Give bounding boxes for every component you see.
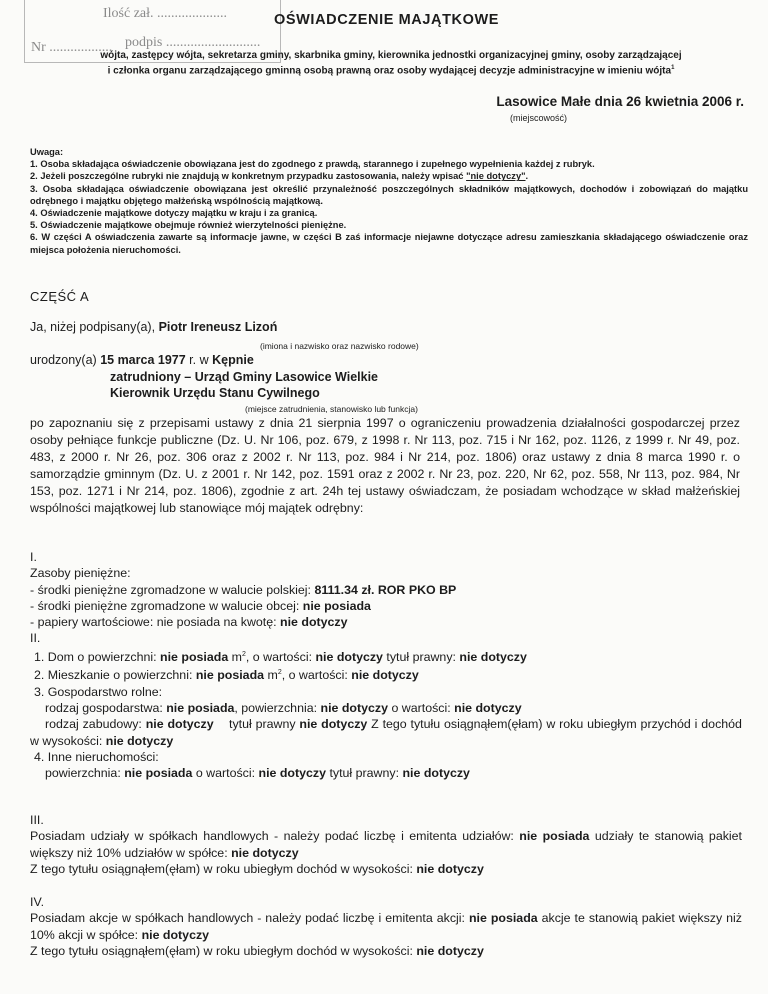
- shares-row: Posiadam udziały w spółkach handlowych - należy podać liczbę i emitenta udziałów: nie posiada udziały te stanowią pakiet większy niż 10% udziałów w spółce: nie dotyczy: [30, 829, 742, 860]
- notes-heading: Uwaga:: [30, 147, 64, 157]
- note-5: 5. Oświadczenie majątkowe obejmuje również wierzytelności pieniężne.: [30, 220, 347, 231]
- signature-field-label: podpis ...........................: [125, 35, 261, 50]
- not-applicable-phrase: "nie dotyczy": [466, 171, 526, 182]
- birth-place: Kępnie: [212, 353, 254, 367]
- place-caption: (miejscowość): [510, 113, 568, 123]
- subtitle-line-1: wójta, zastępcy wójta, sekretarza gminy, skarbnika gminy, kierownika jednostki organizacyjnej gminy, osoby zarządzającej: [100, 50, 682, 61]
- other-property-heading: 4. Inne nieruchomości:: [34, 749, 159, 764]
- note-3: 3. Osoba składająca oświadczenie obowiązana jest określić przynależność poszczególnych składników majątkowych, dochodów i zobowiązań do majątku odrębnego i majątku objętego małżeńską wspólnością majątkową.: [30, 183, 748, 206]
- section-3: [30, 812, 742, 877]
- section-1-heading: Zasoby pieniężne:: [30, 566, 131, 581]
- birth-date: 15 marca 1977: [100, 353, 186, 367]
- shares-income-row: Z tego tytułu osiągnąłem(ęłam) w roku ubiegłym dochód w wysokości: nie dotyczy: [30, 861, 484, 876]
- securities-row: - papiery wartościowe: nie posiada na kwotę: nie dotyczy: [30, 615, 348, 630]
- position: Kierownik Urzędu Stanu Cywilnego: [110, 386, 320, 400]
- note-1: 1. Osoba składająca oświadczenie obowiązana jest do zgodnego z prawdą, starannego i zupełnego wypełnienia każdej z rubryk.: [30, 159, 595, 170]
- employment-caption: (miejsce zatrudnienia, stanowisko lub funkcja): [245, 404, 418, 414]
- stocks-income-row: Z tego tytułu osiągnąłem(ęłam) w roku ubiegłym dochód w wysokości: nie dotyczy: [30, 943, 484, 958]
- pln-funds-row: - środki pieniężne zgromadzone w walucie polskiej: 8111.34 zł. ROR PKO BP: [30, 582, 457, 597]
- house-row: 1. Dom o powierzchni: nie posiada $m^2$, o wartości: nie dotyczy tytuł prawny: nie dotyczy: [34, 649, 527, 664]
- declaration-paragraph: po zapoznaniu się z przepisami ustawy z dnia 21 sierpnia 1997 o ograniczeniu prowadzenia działalności gospodarczej przez osoby pełniące funkcje publiczne (Dz. U. Nr 106, poz. 679, z 1998 r. Nr 113, poz. 715 i Nr 162, poz. 1126, z 1999 r. Nr 49, poz. 483, z 2000 r. Nr 26, poz. 306 oraz z 2002 r. Nr 113, poz. 984 i Nr 214, poz. 1806) oraz ustawy z dnia 8 marca 1990 r. o samorządzie gminnym (Dz. U. z 2001 r. Nr 142, poz. 1591 oraz z 2002 r. Nr 23, poz. 220, Nr 62, poz. 558, Nr 113, poz. 984, Nr 153, poz. 1271 i Nr 214, poz. 1806), zgodnie z art. 24h tej ustawy oświadczam, że posiadam wchodzące w skład małżeńskiej wspólności majątkowej lub stanowiące mój majątek odrębny:: [30, 416, 740, 515]
- foreign-funds-row: - środki pieniężne zgromadzone w walucie obcej: nie posiada: [30, 598, 371, 613]
- farm-heading: 3. Gospodarstwo rolne:: [34, 684, 163, 699]
- note-4: 4. Oświadczenie majątkowe dotyczy majątku w kraju i za granicą.: [30, 208, 318, 219]
- footnote-marker: 1: [671, 65, 675, 71]
- apartment-row: 2. Mieszkanie o powierzchni: nie posiada $m^2$, o wartości: nie dotyczy: [34, 668, 419, 683]
- section-1-number: I.: [30, 550, 37, 564]
- note-6: 6. W części A oświadczenia zawarte są informacje jawne, w części B zaś informacje niejawne dotyczące adresu zamieszkania składającego oświadczenie oraz miejsca położenia nieruchomości.: [30, 232, 748, 255]
- section-2-number: II.: [30, 631, 41, 646]
- notes-block: [30, 146, 748, 256]
- declarant-line: Ja, niżej podpisany(a), Piotr Ireneusz Lizoń: [30, 320, 278, 334]
- farm-type-row: rodzaj gospodarstwa: nie posiada, powierzchnia: nie dotyczy o wartości: nie dotyczy: [45, 700, 522, 715]
- section-4-number: IV.: [30, 895, 45, 909]
- part-a-heading: CZĘŚĆ A: [30, 289, 90, 304]
- subtitle-line-2: i członka organu zarządzającego gminną osobą prawną oraz osoby wydającej decyzje administracyjne w imieniu wójta$^1$: [107, 65, 675, 77]
- section-4: [30, 894, 742, 959]
- section-1: [30, 549, 742, 781]
- farm-buildings-row: rodzaj zabudowy: nie dotyczy tytuł prawny nie dotyczy Z tego tytułu osiągnąłem(ęłam) w roku ubiegłym przychód i dochód w wysokości: nie dotyczy: [30, 717, 742, 748]
- name-caption: (imiona i nazwisko oraz nazwisko rodowe): [260, 341, 419, 351]
- section-3-number: III.: [30, 813, 44, 827]
- declarant-name: Piotr Ireneusz Lizoń: [158, 320, 278, 334]
- number-field-label: Nr ..................: [31, 40, 113, 55]
- stocks-row: Posiadam akcje w spółkach handlowych - należy podać liczbę i emitenta akcji: nie posiada akcje te stanowią pakiet większy niż 10% akcji w spółce: nie dotyczy: [30, 911, 742, 942]
- place-and-date: Lasowice Małe dnia 26 kwietnia 2006 r.: [496, 94, 744, 109]
- document-title: OŚWIADCZENIE MAJĄTKOWE: [274, 12, 500, 28]
- note-2: 2. Jeżeli poszczególne rubryki nie znajdują w konkretnym przypadku zastosowania, należy wpisać "nie dotyczy".: [30, 171, 529, 182]
- other-property-row: powierzchnia: nie posiada o wartości: nie dotyczy tytuł prawny: nie dotyczy: [45, 766, 470, 781]
- attachments-count-label: Ilość zał. ....................: [103, 6, 228, 21]
- birth-line: urodzony(a) 15 marca 1977 r. w Kępnie: [30, 353, 254, 367]
- employment: zatrudniony – Urząd Gminy Lasowice Wielkie: [110, 370, 379, 384]
